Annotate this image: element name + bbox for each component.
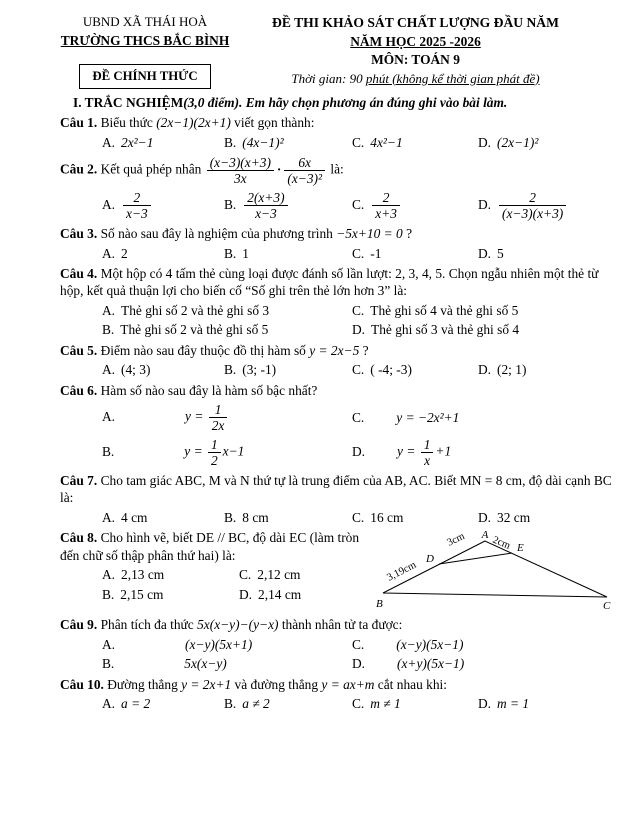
- question-label: Câu 6.: [60, 382, 98, 398]
- fraction-denominator: x−3: [126, 206, 148, 222]
- option-b: [224, 245, 352, 262]
- option-b: [224, 695, 352, 712]
- question-6-stem: [60, 382, 617, 399]
- option-b: [102, 586, 239, 603]
- fraction-denominator: x+3: [375, 206, 397, 222]
- option-value: 2: [121, 245, 128, 261]
- question-2-stem: [60, 154, 617, 187]
- option-letter: B.: [102, 322, 115, 338]
- fraction-numerator: 1: [421, 437, 434, 453]
- question-text: ?: [362, 342, 369, 358]
- option-a: [102, 302, 352, 319]
- section-instruction: Em hãy chọn phương án đúng ghi vào bài làm.: [245, 94, 508, 110]
- question-label: Câu 1.: [60, 115, 98, 131]
- option-d: [352, 321, 617, 338]
- option-value: Thẻ ghi số 2 và thẻ ghi số 3: [121, 302, 270, 318]
- subject-line: MÔN: TOÁN 9: [371, 52, 460, 68]
- option-c: [352, 636, 617, 653]
- option-value: 2,14 cm: [258, 586, 302, 602]
- question-text: và đường thẳng: [234, 676, 319, 692]
- time-prefix: Thời gian: 90: [291, 70, 363, 86]
- question-4: [60, 265, 617, 339]
- option-value: (3; -1): [242, 362, 277, 378]
- option-value: (x−y)(5x−1): [396, 636, 464, 652]
- section-title: I. TRẮC NGHIỆM: [73, 94, 184, 110]
- option-value: Thẻ ghi số 2 và thẻ ghi số 5: [120, 322, 269, 338]
- question-7-stem: [60, 472, 617, 507]
- option-c: [352, 245, 478, 262]
- option-value: 4x²−1: [370, 134, 403, 150]
- question-10-stem: [60, 676, 617, 693]
- option-letter: B.: [224, 509, 237, 525]
- fraction-numerator: 2(x+3): [244, 190, 287, 206]
- option-d: [478, 134, 617, 151]
- option-value: ( -4; -3): [370, 362, 412, 378]
- option-b: [224, 509, 352, 526]
- vertex-b-label: B: [376, 598, 383, 611]
- fraction: [421, 437, 434, 468]
- question-3: [60, 225, 617, 262]
- question-text: ?: [406, 226, 413, 242]
- question-8: [60, 529, 617, 613]
- option-value: 4 cm: [121, 509, 148, 525]
- option-c: [352, 695, 478, 712]
- option-letter: B.: [224, 695, 237, 711]
- option-letter: D.: [478, 695, 492, 711]
- section-heading: [73, 94, 617, 111]
- option-letter: D.: [478, 509, 492, 525]
- option-letter: A.: [102, 636, 116, 652]
- fraction: [208, 437, 221, 468]
- option-letter: C.: [352, 409, 365, 425]
- length-ad-label: 3cm: [445, 531, 467, 549]
- option-letter: A.: [102, 509, 116, 525]
- option-d: [478, 245, 617, 262]
- options-row: [60, 189, 617, 222]
- option-letter: A.: [102, 567, 116, 583]
- option-b: [224, 134, 352, 151]
- math-expression: y = 2x+1: [181, 676, 232, 692]
- option-letter: A.: [102, 362, 116, 378]
- option-a: [102, 245, 224, 262]
- option-c: [239, 566, 402, 583]
- option-value: 5x(x−y): [184, 656, 227, 672]
- option-value: (x+y)(5x−1): [397, 656, 465, 672]
- question-text: là:: [330, 161, 344, 177]
- fraction: [207, 155, 274, 186]
- option-value: a = 2: [121, 695, 151, 711]
- option-b: [102, 321, 352, 338]
- triangle-figure: [375, 529, 615, 611]
- option-d: [478, 509, 617, 526]
- option-c: [352, 134, 478, 151]
- option-d: [478, 189, 617, 222]
- option-d: [478, 695, 617, 712]
- option-a: [102, 695, 224, 712]
- math-expression: (2x−1)(2x+1): [156, 115, 231, 131]
- fraction-numerator: 2: [499, 190, 566, 206]
- fraction-denominator: 2: [210, 453, 218, 468]
- option-b: [102, 436, 352, 469]
- school-year: NĂM HỌC 2025 -2026: [350, 33, 481, 49]
- option-a: [102, 361, 224, 378]
- option-a: [102, 566, 239, 583]
- option-value: y =: [185, 408, 204, 424]
- question-text: Kết quả phép nhân: [100, 161, 202, 177]
- header-left-column: [50, 14, 240, 89]
- option-d: [352, 436, 617, 469]
- vertex-c-label: C: [603, 600, 611, 612]
- option-letter: D.: [478, 196, 492, 212]
- question-text: cắt nhau khi:: [377, 676, 447, 692]
- option-value: 16 cm: [370, 509, 404, 525]
- option-letter: D.: [478, 134, 492, 150]
- option-letter: B.: [102, 586, 115, 602]
- option-c: [352, 509, 478, 526]
- math-expression: y = 2x−5: [309, 342, 360, 358]
- option-value: a ≠ 2: [242, 695, 270, 711]
- question-label: Câu 8.: [60, 530, 98, 546]
- options-row: [60, 245, 617, 262]
- length-ae-label: 2cm: [490, 534, 512, 553]
- fraction-denominator: x−3: [255, 206, 277, 222]
- option-letter: A.: [102, 408, 116, 424]
- option-value: (4; 3): [121, 362, 151, 378]
- option-value: 2,15 cm: [120, 586, 164, 602]
- option-value: Thẻ ghi số 4 và thẻ ghi số 5: [370, 302, 519, 318]
- option-letter: C.: [352, 245, 365, 261]
- options-row: [60, 361, 617, 378]
- option-value: (2x−1)²: [497, 134, 539, 150]
- option-value: +1: [435, 443, 452, 459]
- fraction-denominator: 3x: [233, 171, 247, 187]
- fraction-numerator: (x−3)(x+3): [207, 155, 274, 171]
- option-letter: A.: [102, 302, 116, 318]
- option-d: [239, 586, 402, 603]
- option-letter: C.: [239, 567, 252, 583]
- vertex-a-label: A: [481, 529, 489, 542]
- question-label: Câu 5.: [60, 342, 98, 358]
- option-c: [352, 361, 478, 378]
- options-row: [60, 509, 617, 526]
- option-value: m ≠ 1: [370, 695, 401, 711]
- fraction-denominator: (x−3)(x+3): [502, 206, 564, 222]
- option-b: [224, 189, 352, 222]
- option-letter: D.: [478, 245, 492, 261]
- time-limit-line: [240, 71, 591, 88]
- header-right-column: [240, 14, 617, 89]
- option-letter: C.: [352, 196, 365, 212]
- question-label: Câu 9.: [60, 617, 98, 633]
- option-a: [102, 509, 224, 526]
- question-3-stem: [60, 225, 617, 242]
- question-text: Cho tam giác ABC, M và N thứ tự là trung điểm của AB, AC. Biết MN = 8 cm, độ dài cạnh BC là:: [60, 473, 612, 506]
- fraction-numerator: 1: [208, 437, 221, 453]
- option-value: 1: [242, 245, 249, 261]
- question-label: Câu 10.: [60, 676, 104, 692]
- option-value: (4x−1)²: [242, 134, 284, 150]
- option-value: Thẻ ghi số 3 và thẻ ghi số 4: [371, 322, 520, 338]
- option-letter: D.: [352, 322, 366, 338]
- option-c: [352, 302, 617, 319]
- fraction: [209, 402, 228, 433]
- fraction: [123, 190, 151, 221]
- fraction-denominator: x: [424, 453, 431, 468]
- math-expression: y = ax+m: [321, 676, 375, 692]
- option-a: [102, 134, 224, 151]
- fraction: [244, 190, 287, 221]
- option-a: [102, 401, 352, 434]
- fraction-numerator: 2: [123, 190, 151, 206]
- fraction-denominator: 2x: [211, 418, 225, 433]
- option-value: y = −2x²+1: [396, 409, 460, 425]
- option-letter: D.: [478, 362, 492, 378]
- fraction: [499, 190, 566, 221]
- question-text: Phân tích đa thức: [100, 617, 194, 633]
- question-7: [60, 472, 617, 526]
- fraction-numerator: 2: [372, 190, 400, 206]
- option-value: (x−y)(5x+1): [185, 636, 253, 652]
- school-name: TRƯỜNG THCS BẮC BÌNH: [60, 32, 230, 48]
- option-letter: B.: [224, 362, 237, 378]
- question-10: [60, 676, 617, 713]
- fraction-numerator: 6x: [284, 155, 325, 171]
- time-detail: phút (không kể thời gian phát đề): [365, 70, 540, 86]
- option-b: [102, 655, 352, 672]
- question-label: Câu 3.: [60, 226, 98, 242]
- option-value: 5: [497, 245, 504, 261]
- math-expression: −5x+10 = 0: [336, 226, 403, 242]
- option-letter: C.: [352, 636, 365, 652]
- question-1-stem: [60, 114, 617, 131]
- fraction: [372, 190, 400, 221]
- question-text: thành nhân tử ta được:: [281, 617, 403, 633]
- option-value: -1: [370, 245, 382, 261]
- option-value: 2x²−1: [121, 134, 154, 150]
- question-text: Điểm nào sau đây thuộc đồ thị hàm số: [100, 342, 306, 358]
- question-label: Câu 7.: [60, 473, 98, 488]
- option-value: y =: [397, 443, 416, 459]
- question-text: Số nào sau đây là nghiệm của phương trình: [100, 226, 333, 242]
- option-letter: C.: [352, 362, 365, 378]
- option-value: 8 cm: [242, 509, 269, 525]
- option-value: m = 1: [497, 695, 530, 711]
- option-letter: B.: [102, 656, 115, 672]
- question-5: [60, 342, 617, 379]
- option-letter: B.: [102, 443, 115, 459]
- document-header: [60, 14, 617, 89]
- fraction-denominator: (x−3)²: [287, 171, 322, 187]
- option-value: y =: [184, 443, 203, 459]
- option-value: 32 cm: [497, 509, 531, 525]
- option-value: 2,13 cm: [121, 567, 165, 583]
- question-text: Cho hình vẽ, biết DE // BC, độ dài EC (làm tròn đến chữ số thập phân thứ hai) là:: [60, 530, 360, 563]
- options-grid: [60, 566, 369, 603]
- section-points: (3,0 điểm).: [183, 94, 243, 110]
- option-letter: A.: [102, 196, 116, 212]
- option-letter: B.: [224, 196, 237, 212]
- length-bd-label: 3,19cm: [385, 559, 419, 584]
- question-4-stem: [60, 265, 617, 300]
- option-value: (2; 1): [497, 362, 527, 378]
- point-d-label: D: [426, 553, 434, 566]
- option-c: [352, 189, 478, 222]
- fraction: [284, 155, 325, 186]
- question-text: Biểu thức: [100, 115, 153, 131]
- options-grid: [60, 401, 617, 469]
- question-2: [60, 154, 617, 222]
- option-letter: D.: [239, 586, 253, 602]
- question-text: Đường thẳng: [107, 676, 178, 692]
- options-row: [60, 695, 617, 712]
- option-letter: A.: [102, 695, 116, 711]
- option-letter: C.: [352, 134, 365, 150]
- question-9-stem: [60, 616, 617, 633]
- official-exam-box: ĐỀ CHÍNH THỨC: [79, 64, 210, 89]
- option-a: [102, 636, 352, 653]
- point-e-label: E: [517, 542, 524, 555]
- option-letter: C.: [352, 302, 365, 318]
- question-label: Câu 2.: [60, 161, 98, 177]
- option-letter: D.: [352, 656, 366, 672]
- question-9: [60, 616, 617, 672]
- exam-title: ĐỀ THI KHẢO SÁT CHẤT LƯỢNG ĐẦU NĂM: [272, 15, 559, 30]
- question-label: Câu 4.: [60, 266, 98, 282]
- question-text: Một hộp có 4 tấm thẻ cùng loại được đánh số lần lượt: 2, 3, 4, 5. Chọn ngẫu nhiên một thẻ từ hộp, kết quả thuận lợi cho biến cố “Số ghi trên thẻ lớn hơn 3” là:: [60, 266, 599, 299]
- option-a: [102, 189, 224, 222]
- option-letter: A.: [102, 134, 116, 150]
- option-value: x−1: [222, 443, 245, 459]
- option-d: [478, 361, 617, 378]
- options-grid: [60, 302, 617, 339]
- option-letter: C.: [352, 695, 365, 711]
- math-expression: 5x(x−y)−(y−x): [197, 617, 279, 633]
- options-row: [60, 134, 617, 151]
- organization-name: UBND XÃ THÁI HOÀ: [82, 14, 208, 29]
- options-grid: [60, 636, 617, 673]
- option-d: [352, 655, 617, 672]
- question-5-stem: [60, 342, 617, 359]
- option-letter: B.: [224, 134, 237, 150]
- option-b: [224, 361, 352, 378]
- option-letter: D.: [352, 443, 366, 459]
- option-value: 2,12 cm: [257, 567, 301, 583]
- multiply-dot: ·: [276, 161, 282, 177]
- question-6: [60, 382, 617, 469]
- option-letter: A.: [102, 245, 116, 261]
- question-text: Hàm số nào sau đây là hàm số bậc nhất?: [100, 382, 318, 398]
- option-letter: B.: [224, 245, 237, 261]
- fraction-numerator: 1: [209, 402, 228, 418]
- question-1: [60, 114, 617, 151]
- option-letter: C.: [352, 509, 365, 525]
- option-c: [352, 409, 617, 426]
- question-text: viết gọn thành:: [234, 115, 315, 131]
